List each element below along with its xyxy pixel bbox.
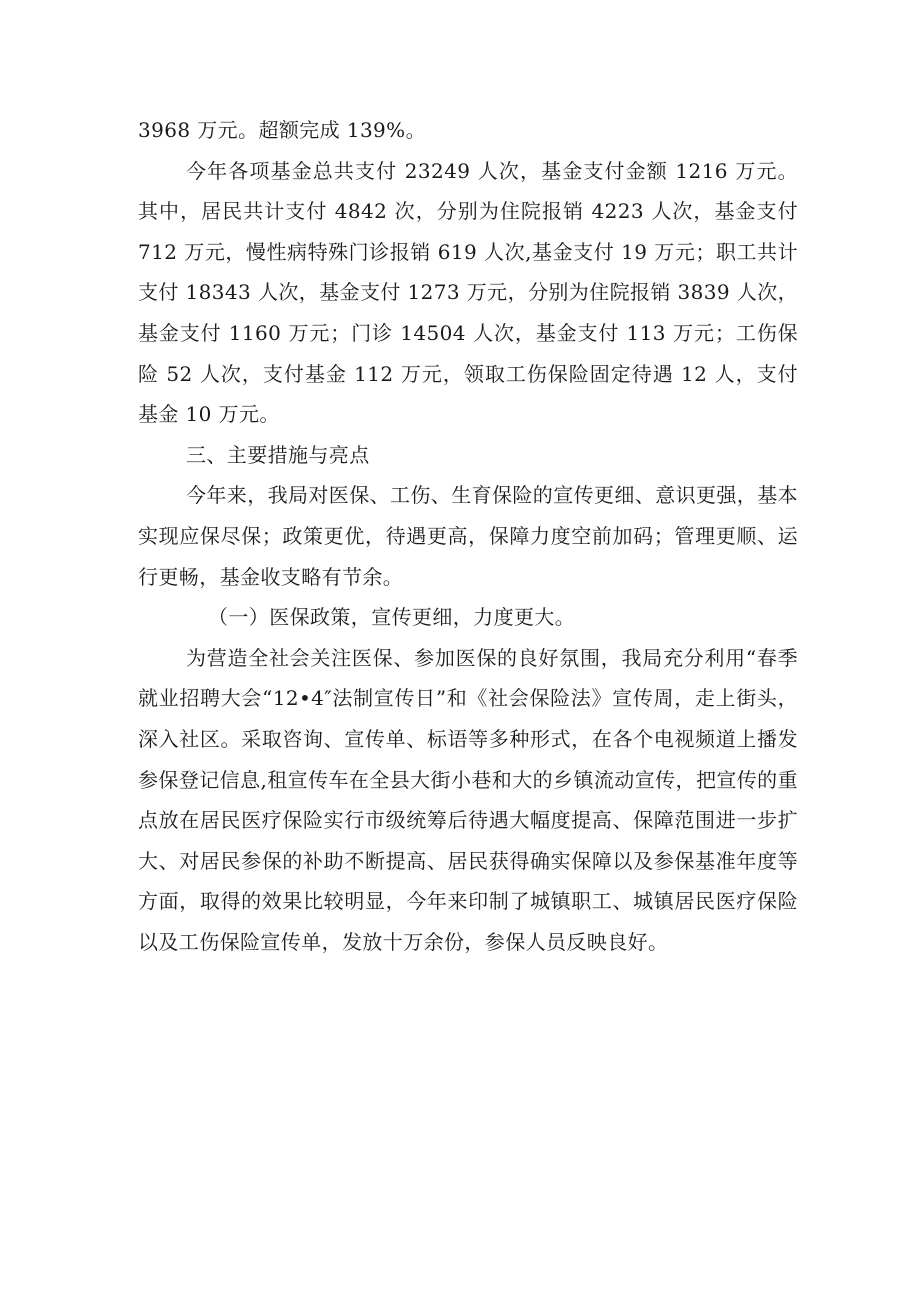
subsection-heading-publicity: （一）医保政策，宣传更细，力度更大。 [208, 605, 576, 630]
paragraph-fund-payments: 今年各项基金总共支付 23249 人次，基金支付金额 1216 万元。其中，居民共计支付 4842 次，分别为住院报销 4223 人次，基金支付 712 万元，慢性病特殊门诊报销 619 人次,基金支付 19 万元；职工共计支付 18343 人次，基金支付 1273 万元，分别为住院报销 3839 人次，基金支付 1160 万元；门诊 14504 人次，基金支付 113 万元；工伤保险 52 人次，支付基金 112 万元，领取工伤保险固定待遇 12 人，支付基金 10 万元。 [138, 158, 798, 427]
paragraph-continuation: 3968 万元。超额完成 139%。 [138, 118, 426, 142]
paragraph-publicity: 为营造全社会关注医保、参加医保的良好氛围，我局充分利用“春季就业招聘大会“12•4″法制宣传日”和《社会保险法》宣传周，走上街头，深入社区。采取咨询、宣传单、标语等多种形式，在各个电视频道上播发参保登记信息,租宣传车在全县大街小巷和大的乡镇流动宣传，把宣传的重点放在居民医疗保险实行市级统筹后待遇大幅度提高、保障范围进一步扩大、对居民参保的补助不断提高、居民获得确实保障以及参保基准年度等方面，取得的效果比较明显，今年来印制了城镇职工、城镇居民医疗保险以及工伤保险宣传单，发放十万余份，参保人员反映良好。 [138, 645, 798, 954]
section-heading-measures: 三、主要措施与亮点 [186, 442, 370, 467]
paragraph-overview: 今年来，我局对医保、工伤、生育保险的宣传更细、意识更强，基本实现应保尽保；政策更优，待遇更高，保障力度空前加码；管理更顺、运行更畅，基金收支略有节余。 [138, 483, 798, 589]
document-body [138, 110, 798, 962]
